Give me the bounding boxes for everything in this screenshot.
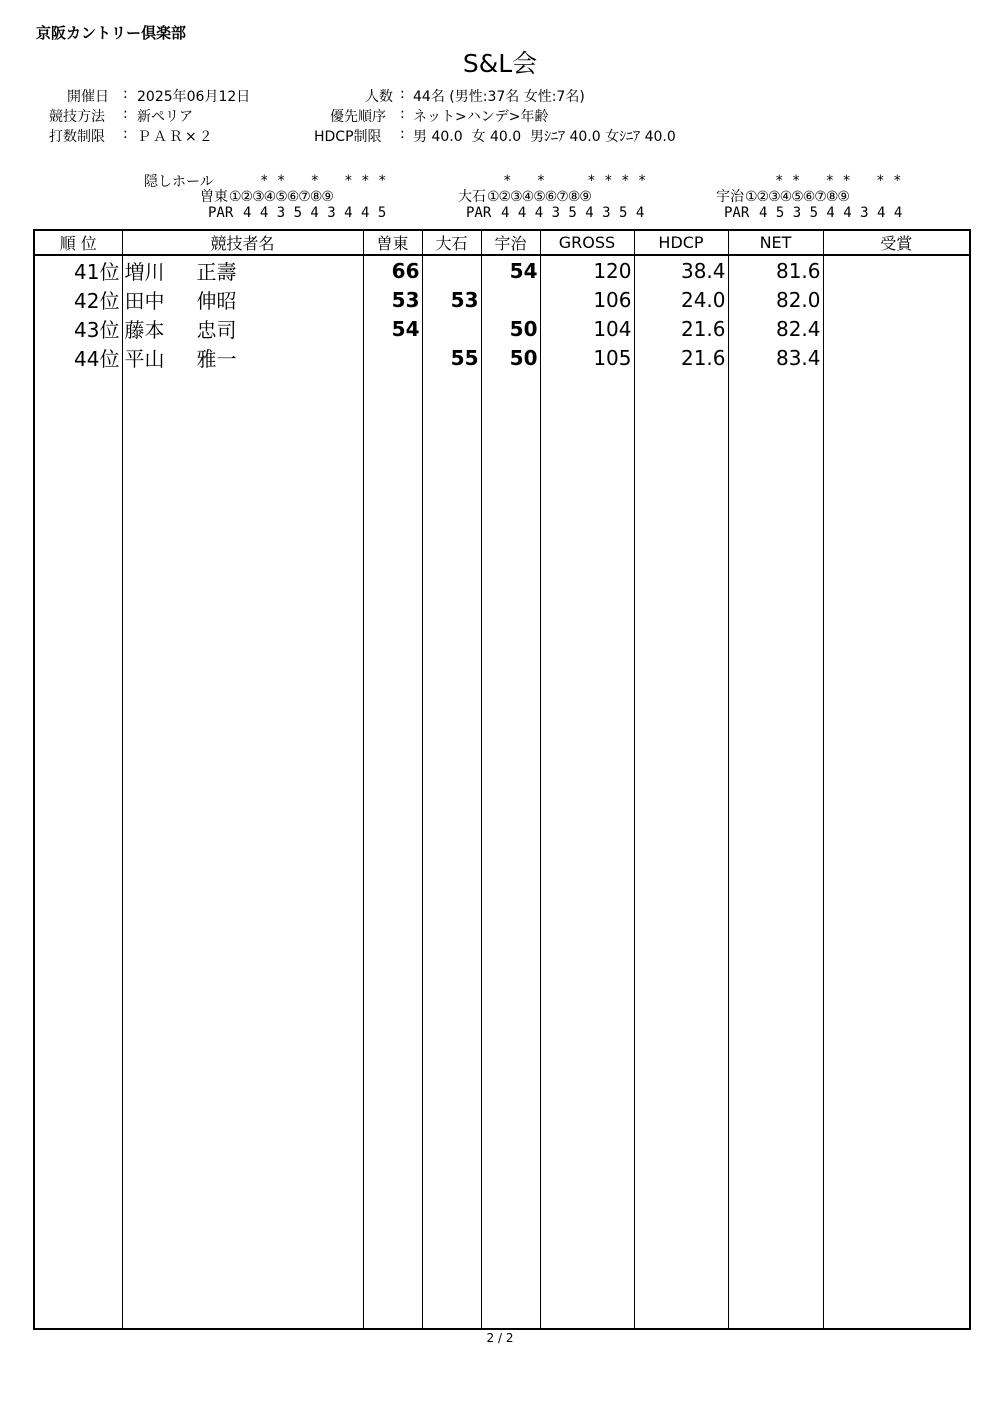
gross-cell: 104 bbox=[540, 314, 634, 343]
limit-label: 打数制限 bbox=[49, 129, 105, 145]
surname: 増川 bbox=[124, 260, 165, 284]
hole-numbers: ①②③④⑤⑥⑦⑧⑨ bbox=[745, 189, 849, 205]
surname: 田中 bbox=[124, 289, 165, 313]
course-name: 曽東 bbox=[200, 189, 228, 205]
table-header-row bbox=[34, 230, 970, 255]
hdcp-cell: 38.4 bbox=[634, 255, 728, 285]
gross-cell: 120 bbox=[540, 255, 634, 285]
rank-cell: 42位 bbox=[34, 285, 122, 314]
hdcp-limit-label: HDCP制限 bbox=[314, 129, 382, 145]
net-cell: 83.4 bbox=[728, 343, 823, 372]
sotou-score bbox=[363, 343, 422, 372]
player-name-cell bbox=[122, 314, 363, 343]
par-values: 4 4 4 3 5 4 3 5 4 bbox=[501, 205, 645, 221]
ooishi-score bbox=[422, 314, 481, 343]
course-stars: * * * * * * bbox=[775, 173, 902, 189]
award-cell bbox=[823, 314, 970, 343]
results-table bbox=[33, 229, 971, 1330]
course-stars: * * * * * * bbox=[503, 173, 647, 189]
par-label: PAR bbox=[724, 205, 750, 221]
sotou-score: 54 bbox=[363, 314, 422, 343]
course-name: 大石 bbox=[458, 189, 486, 205]
header-ooishi: 大石 bbox=[422, 230, 481, 255]
hole-numbers: ①②③④⑤⑥⑦⑧⑨ bbox=[487, 189, 591, 205]
hdcp-cell: 21.6 bbox=[634, 343, 728, 372]
priority-value: ネット>ハンデ>年齢 bbox=[413, 109, 549, 125]
priority-label: 優先順序 bbox=[330, 109, 386, 125]
limit-value: ＰＡＲ×２ bbox=[137, 129, 215, 145]
course-stars: * * * * * * bbox=[260, 173, 387, 189]
net-cell: 82.0 bbox=[728, 285, 823, 314]
net-cell: 82.4 bbox=[728, 314, 823, 343]
header-sotou: 曽東 bbox=[363, 230, 422, 255]
date-label: 開催日 bbox=[67, 89, 109, 105]
player-name-cell bbox=[122, 343, 363, 372]
rank-cell: 44位 bbox=[34, 343, 122, 372]
header-gross: GROSS bbox=[540, 230, 634, 255]
player-name-cell bbox=[122, 255, 363, 285]
hdcp-cell: 21.6 bbox=[634, 314, 728, 343]
award-cell bbox=[823, 285, 970, 314]
page-title: S&L会 bbox=[462, 49, 538, 78]
given-name: 伸昭 bbox=[196, 289, 237, 313]
header-net: NET bbox=[728, 230, 823, 255]
hdcp-limit-value: 男 40.0 女 40.0 男ｼﾆｱ 40.0 女ｼﾆｱ 40.0 bbox=[413, 129, 676, 145]
gross-cell: 105 bbox=[540, 343, 634, 372]
ooishi-score bbox=[422, 255, 481, 285]
surname: 平山 bbox=[124, 347, 165, 371]
uji-score: 50 bbox=[481, 314, 540, 343]
given-name: 正壽 bbox=[196, 260, 237, 284]
surname: 藤本 bbox=[124, 318, 165, 342]
header-uji: 宇治 bbox=[481, 230, 540, 255]
given-name: 忠司 bbox=[196, 318, 237, 342]
player-name-cell bbox=[122, 285, 363, 314]
award-cell bbox=[823, 255, 970, 285]
hidden-holes-label: 隠しホール bbox=[144, 174, 214, 190]
header-rank: 順 位 bbox=[34, 230, 122, 255]
gross-cell: 106 bbox=[540, 285, 634, 314]
sotou-score: 53 bbox=[363, 285, 422, 314]
header-hdcp: HDCP bbox=[634, 230, 728, 255]
par-values: 4 4 3 5 4 3 4 4 5 bbox=[243, 205, 387, 221]
given-name: 雅一 bbox=[196, 347, 237, 371]
table-row bbox=[34, 285, 970, 314]
award-cell bbox=[823, 343, 970, 372]
table-row bbox=[34, 314, 970, 343]
method-label: 競技方法 bbox=[49, 109, 105, 125]
ooishi-score: 53 bbox=[422, 285, 481, 314]
table-filler-row bbox=[34, 372, 970, 1329]
par-label: PAR bbox=[466, 205, 492, 221]
uji-score: 54 bbox=[481, 255, 540, 285]
rank-cell: 43位 bbox=[34, 314, 122, 343]
net-cell: 81.6 bbox=[728, 255, 823, 285]
count-label: 人数 bbox=[365, 89, 393, 105]
uji-score bbox=[481, 285, 540, 314]
table-row bbox=[34, 255, 970, 285]
hdcp-cell: 24.0 bbox=[634, 285, 728, 314]
method-value: 新ペリア bbox=[137, 109, 193, 125]
header-player: 競技者名 bbox=[122, 230, 363, 255]
table-row bbox=[34, 343, 970, 372]
page-number: 2 / 2 bbox=[486, 1331, 514, 1345]
club-name: 京阪カントリー倶楽部 bbox=[36, 24, 187, 42]
sotou-score: 66 bbox=[363, 255, 422, 285]
rank-cell: 41位 bbox=[34, 255, 122, 285]
course-name: 宇治 bbox=[716, 189, 744, 205]
uji-score: 50 bbox=[481, 343, 540, 372]
par-label: PAR bbox=[208, 205, 234, 221]
ooishi-score: 55 bbox=[422, 343, 481, 372]
hole-numbers: ①②③④⑤⑥⑦⑧⑨ bbox=[229, 189, 333, 205]
par-values: 4 5 3 5 4 4 3 4 4 bbox=[759, 205, 903, 221]
count-value: 44名 (男性:37名 女性:7名) bbox=[413, 89, 585, 105]
header-award: 受賞 bbox=[823, 230, 970, 255]
date-value: 2025年06月12日 bbox=[137, 89, 251, 105]
